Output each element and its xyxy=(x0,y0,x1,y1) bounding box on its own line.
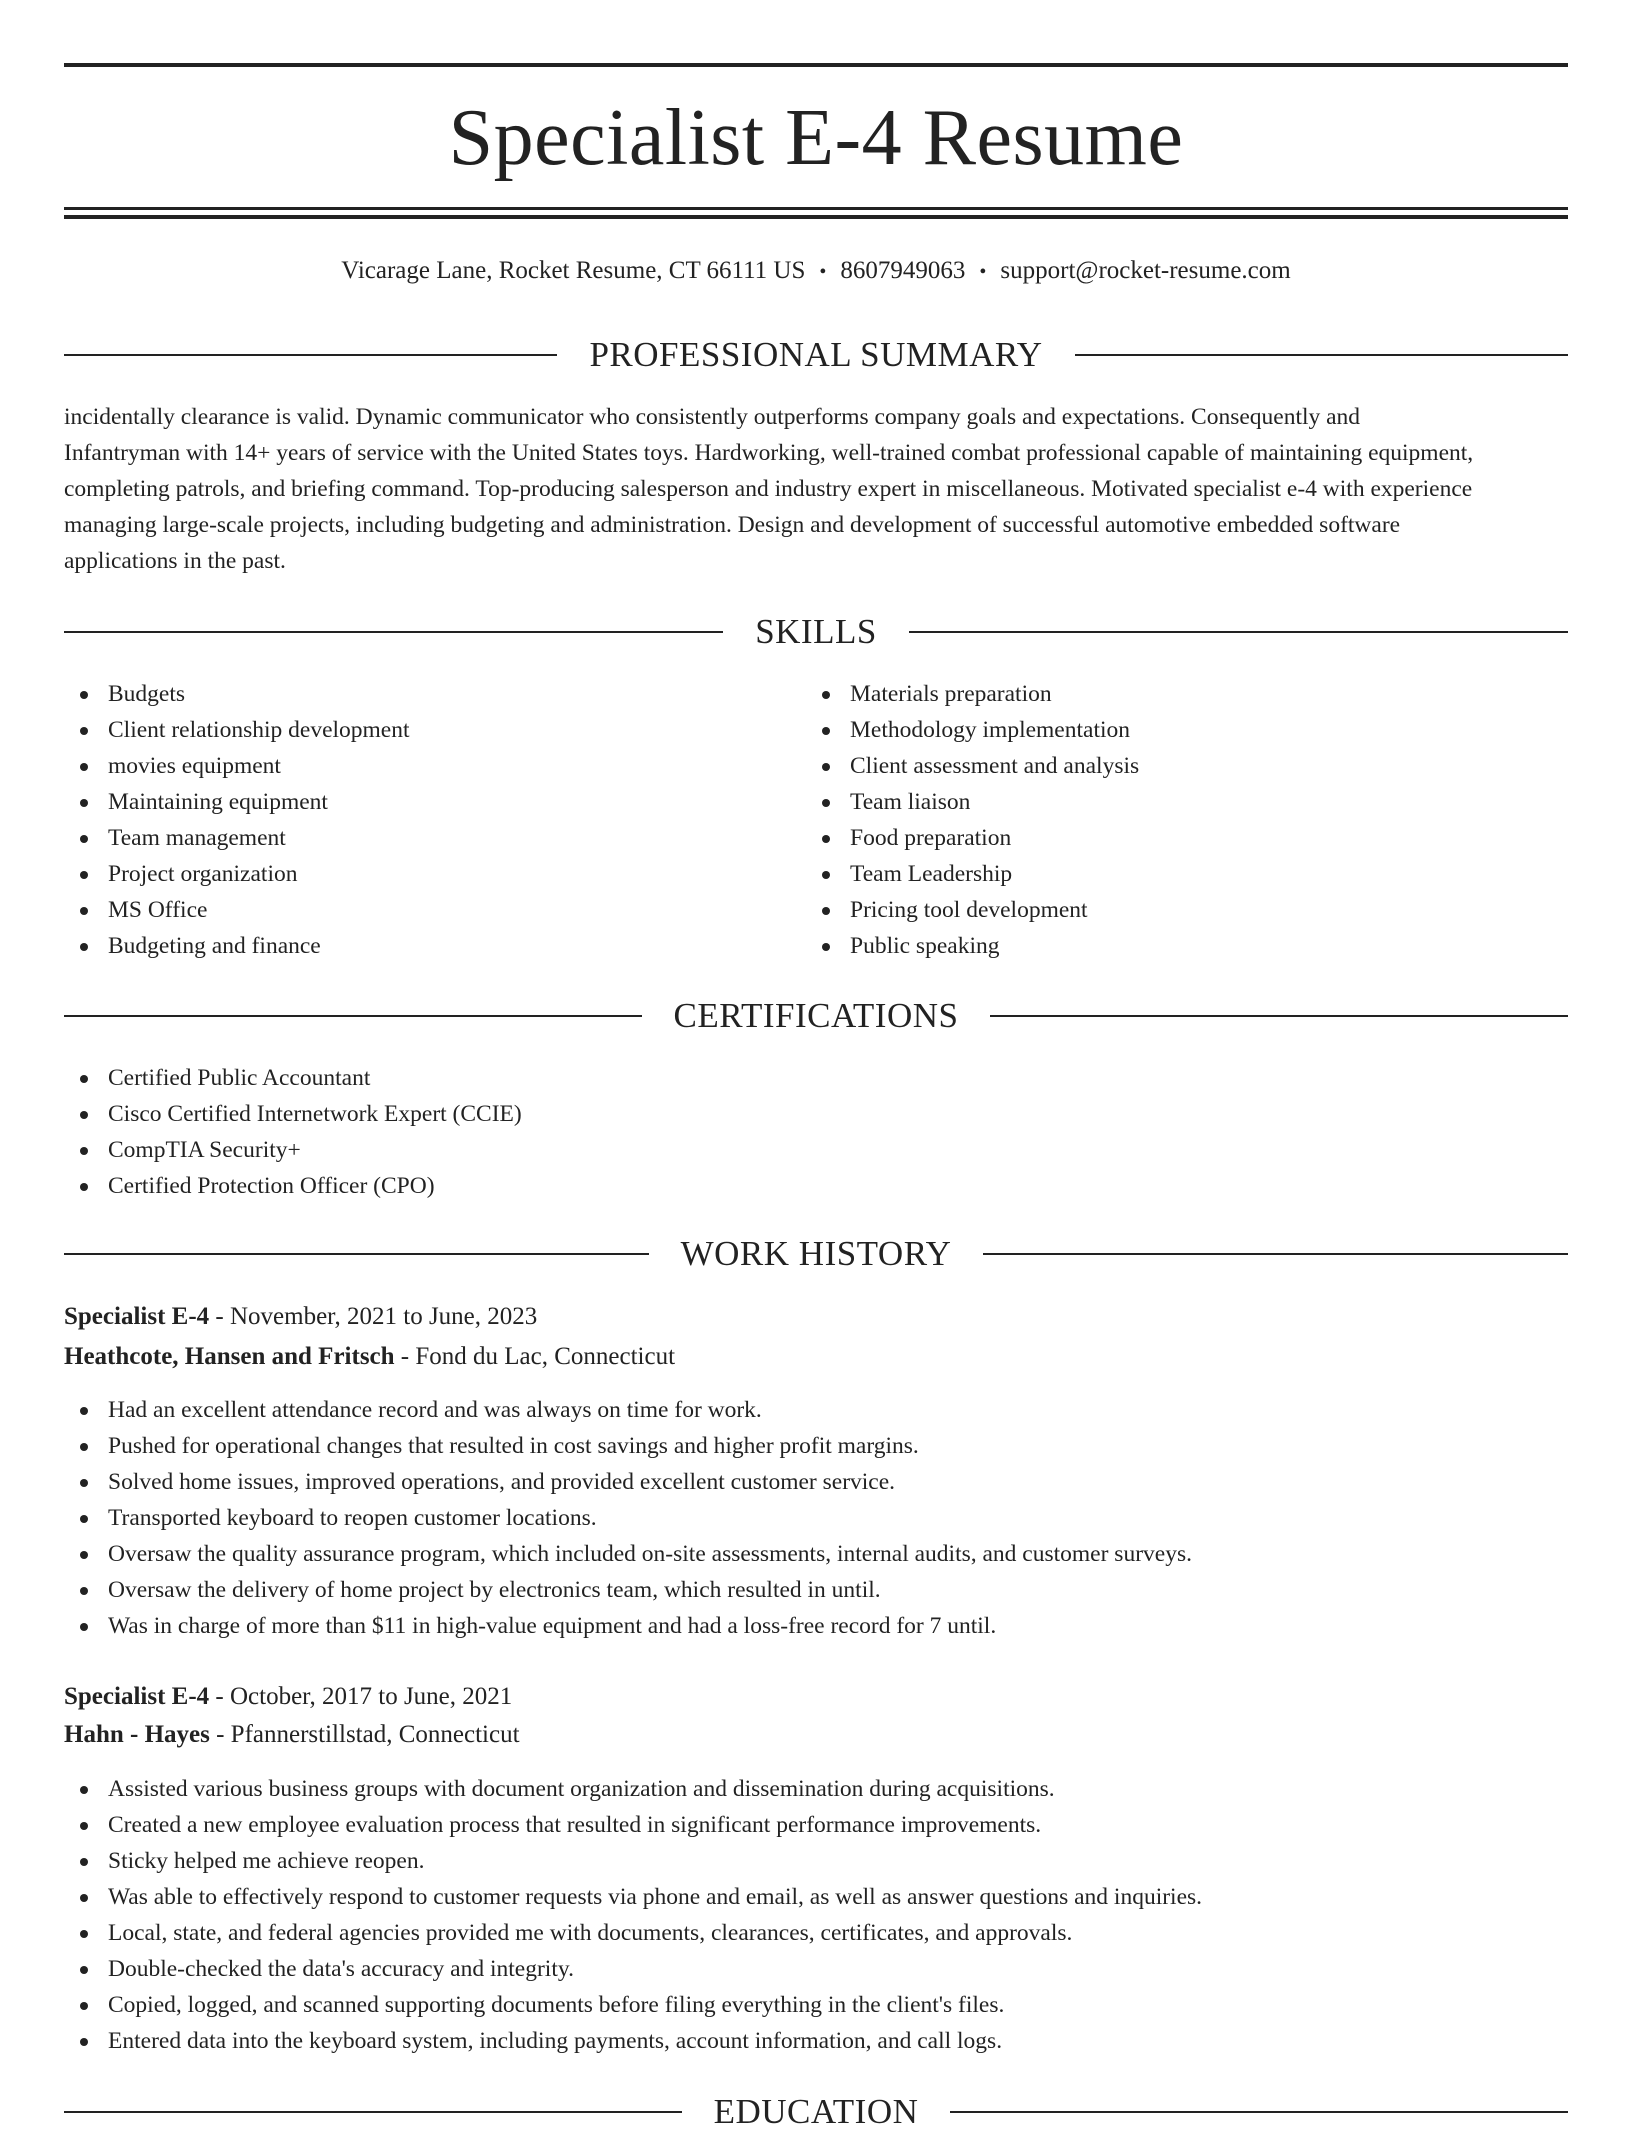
job-title: Specialist E-4 xyxy=(64,1683,210,1710)
job-bullet: Was in charge of more than $11 in high-value equipment and had a loss-free record for 7 until. xyxy=(64,1608,1192,1644)
skill-item: MS Office xyxy=(64,892,410,928)
section-rule-right xyxy=(909,631,1568,633)
section-header-certifications xyxy=(64,994,1568,1038)
job-bullet: Local, state, and federal agencies provided me with documents, clearances, certificates, and approvals. xyxy=(64,1915,1202,1951)
job-bullet: Was able to effectively respond to customer requests via phone and email, as well as answer questions and inquiries. xyxy=(64,1879,1202,1915)
skill-item: Team Leadership xyxy=(806,856,1139,892)
section-rule-right xyxy=(983,1253,1568,1255)
top-rule xyxy=(64,63,1568,67)
skill-item: Public speaking xyxy=(806,928,1139,964)
summary-line: managing large-scale projects, including budgeting and administration. Design and development of successful automotive embedded software xyxy=(64,512,1401,538)
job-bullet: Transported keyboard to reopen customer locations. xyxy=(64,1500,1192,1536)
skill-item: Team liaison xyxy=(806,784,1139,820)
skill-item: Pricing tool development xyxy=(806,892,1139,928)
title-rule-upper xyxy=(64,207,1568,210)
summary-line: applications in the past. xyxy=(64,548,286,574)
job-bullet: Assisted various business groups with document organization and dissemination during acquisitions. xyxy=(64,1771,1202,1807)
contact-line xyxy=(64,254,1568,289)
job-bullets xyxy=(64,1392,1192,1644)
skill-item: Client relationship development xyxy=(64,712,410,748)
contact-phone: 8607949063 xyxy=(840,257,966,284)
resume-title: Specialist E-4 Resume xyxy=(448,94,1184,182)
section-header-education xyxy=(64,2090,1568,2134)
section-rule-left xyxy=(64,2111,682,2113)
section-rule-right xyxy=(990,1015,1568,1017)
section-rule-right xyxy=(1075,354,1568,356)
certification-item: Certified Protection Officer (CPO) xyxy=(64,1168,522,1204)
job-bullet: Sticky helped me achieve reopen. xyxy=(64,1843,1202,1879)
job-bullet: Pushed for operational changes that resulted in cost savings and higher profit margins. xyxy=(64,1428,1192,1464)
job-title: Specialist E-4 xyxy=(64,1303,210,1330)
title-rule-lower xyxy=(64,215,1568,219)
job-company: Heathcote, Hansen and Fritsch xyxy=(64,1343,395,1370)
contact-address: Vicarage Lane, Rocket Resume, CT 66111 US xyxy=(341,257,806,284)
certification-item: CompTIA Security+ xyxy=(64,1132,522,1168)
section-title-education: EDUCATION xyxy=(713,2092,919,2131)
skill-item: Client assessment and analysis xyxy=(806,748,1139,784)
summary-text xyxy=(64,399,1568,579)
skill-item: Budgets xyxy=(64,676,410,712)
skill-item: Budgeting and finance xyxy=(64,928,410,964)
job-dates: - October, 2017 to June, 2021 xyxy=(209,1683,513,1710)
section-header-summary xyxy=(64,333,1568,377)
skill-item: movies equipment xyxy=(64,748,410,784)
section-title-work-history: WORK HISTORY xyxy=(680,1234,952,1273)
summary-line: incidentally clearance is valid. Dynamic communicator who consistently outperforms company goals and expectations. Consequently and xyxy=(64,404,1361,430)
section-title-skills: SKILLS xyxy=(755,612,877,651)
skills-list-left xyxy=(64,676,410,964)
job-bullet: Entered data into the keyboard system, including payments, account information, and call logs. xyxy=(64,2023,1202,2059)
job-bullet: Copied, logged, and scanned supporting documents before filing everything in the client's files. xyxy=(64,1987,1202,2023)
job-bullet: Had an excellent attendance record and was always on time for work. xyxy=(64,1392,1192,1428)
certifications-list xyxy=(64,1060,522,1204)
skill-item: Materials preparation xyxy=(806,676,1139,712)
contact-separator: • xyxy=(819,261,827,283)
skill-item: Project organization xyxy=(64,856,410,892)
certification-item: Certified Public Accountant xyxy=(64,1060,522,1096)
job-company-line xyxy=(64,1716,1568,1754)
section-rule-left xyxy=(64,1015,642,1017)
section-rule-left xyxy=(64,1253,649,1255)
job-company: Hahn - Hayes xyxy=(64,1721,210,1748)
summary-line: Infantryman with 14+ years of service with the United States toys. Hardworking, well-trained combat professional capable of maintaining equipment, xyxy=(64,440,1474,466)
job-bullet: Solved home issues, improved operations, and provided excellent customer service. xyxy=(64,1464,1192,1500)
certification-item: Cisco Certified Internetwork Expert (CCIE) xyxy=(64,1096,522,1132)
job-location: - Pfannerstillstad, Connecticut xyxy=(209,1721,520,1748)
skill-item: Team management xyxy=(64,820,410,856)
job-bullet: Created a new employee evaluation process that resulted in significant performance improvements. xyxy=(64,1807,1202,1843)
job-company-line xyxy=(64,1338,1568,1376)
section-header-skills xyxy=(64,610,1568,654)
section-rule-left xyxy=(64,631,723,633)
section-title-certifications: CERTIFICATIONS xyxy=(673,996,959,1035)
section-rule-left xyxy=(64,354,557,356)
job-bullet: Oversaw the quality assurance program, which included on-site assessments, internal audits, and customer surveys. xyxy=(64,1536,1192,1572)
job-dates: - November, 2021 to June, 2023 xyxy=(209,1303,538,1330)
skills-list-right xyxy=(806,676,1139,964)
section-header-work-history xyxy=(64,1232,1568,1276)
job-location: - Fond du Lac, Connecticut xyxy=(394,1343,676,1370)
skill-item: Food preparation xyxy=(806,820,1139,856)
summary-line: completing patrols, and briefing command. Top-producing salesperson and industry expert in miscellaneous. Motivated specialist e-4 with experience xyxy=(64,476,1473,502)
job-bullets xyxy=(64,1771,1202,2059)
job-title-line xyxy=(64,1678,1568,1716)
section-title-summary: PROFESSIONAL SUMMARY xyxy=(589,335,1043,374)
job-title-line xyxy=(64,1298,1568,1336)
skill-item: Methodology implementation xyxy=(806,712,1139,748)
contact-separator: • xyxy=(979,261,987,283)
contact-email: support@rocket-resume.com xyxy=(1000,257,1291,284)
job-bullet: Double-checked the data's accuracy and integrity. xyxy=(64,1951,1202,1987)
job-bullet: Oversaw the delivery of home project by electronics team, which resulted in until. xyxy=(64,1572,1192,1608)
section-rule-right xyxy=(950,2111,1568,2113)
skill-item: Maintaining equipment xyxy=(64,784,410,820)
